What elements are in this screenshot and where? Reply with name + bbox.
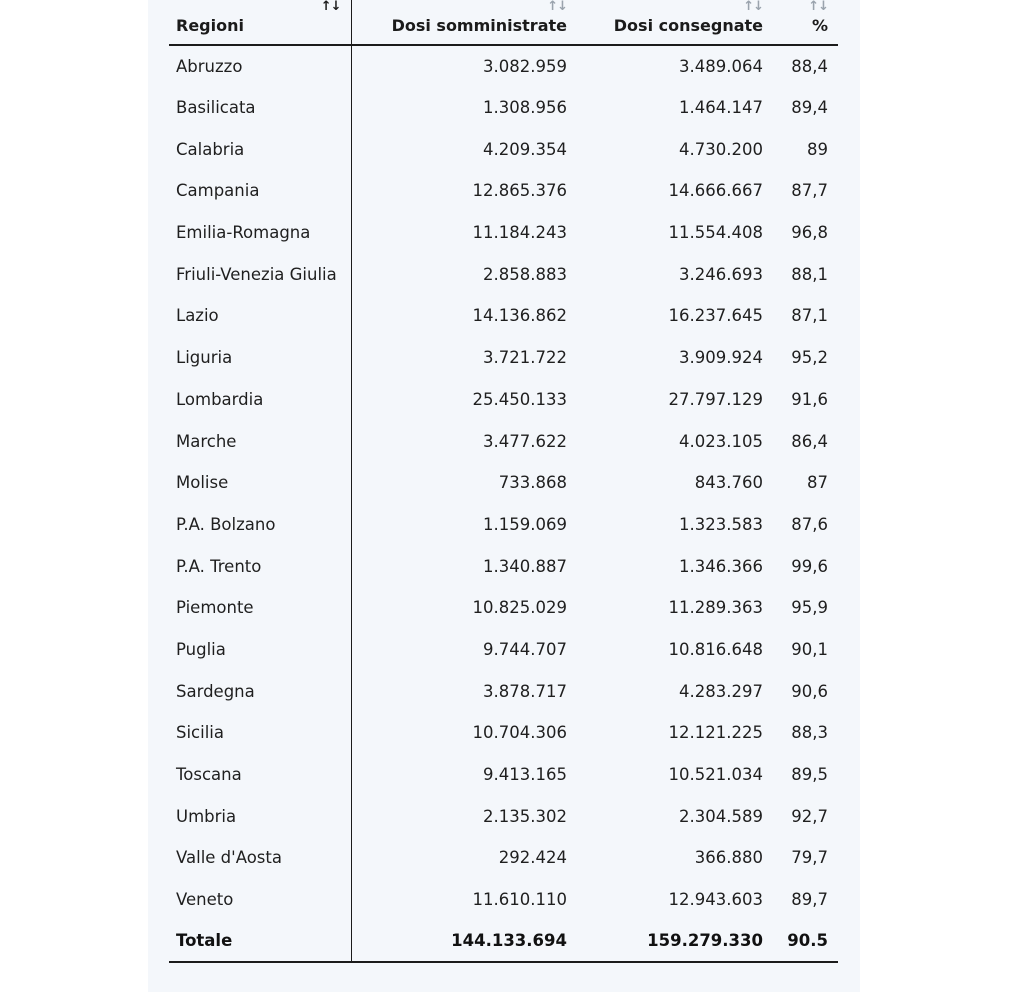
cell-dosi-somministrate: 25.450.133 [472,389,567,409]
table-row [169,629,838,671]
column-header-label: % [811,16,828,35]
cell-dosi-consegnate: 366.880 [694,848,763,868]
table-row [169,379,838,421]
cell-dosi-consegnate: 11.554.408 [668,223,763,243]
column-header-label: Dosi somministrate [391,16,567,35]
cell-dosi-consegnate: 1.323.583 [679,514,763,534]
cell-dosi-consegnate: 14.666.667 [668,181,763,201]
cell-dosi-consegnate: 3.909.924 [679,348,763,368]
cell-dosi-somministrate: 11.184.243 [472,223,567,243]
table-row [169,337,838,379]
cell-dosi-consegnate: 4.730.200 [679,139,763,159]
table-row [169,462,838,504]
cell-percent: 91,6 [791,389,828,409]
cell-percent: 79,7 [791,848,828,868]
cell-percent: 86,4 [791,431,828,451]
table-row [169,837,838,879]
cell-dosi-consegnate: 4.023.105 [679,431,763,451]
table-row [169,670,838,712]
cell-dosi-somministrate: 144.133.694 [351,920,577,962]
table-row [169,170,838,212]
vaccine-doses-table [169,0,838,963]
table-total-row [169,920,838,962]
column-header-dosi-somministrate[interactable] [351,0,577,45]
cell-percent: 87,7 [791,181,828,201]
cell-percent: 92,7 [791,806,828,826]
cell-region: Veneto [169,879,351,921]
cell-dosi-consegnate: 12.121.225 [668,723,763,743]
cell-region: Toscana [169,754,351,796]
table-row [169,795,838,837]
cell-dosi-somministrate: 4.209.354 [483,139,567,159]
table-row [169,754,838,796]
cell-region: Puglia [169,629,351,671]
table-header [169,0,838,45]
cell-dosi-consegnate: 159.279.330 [577,920,773,962]
cell-dosi-somministrate: 10.704.306 [472,723,567,743]
cell-percent: 88,1 [791,264,828,284]
cell-dosi-somministrate: 9.744.707 [483,639,567,659]
cell-dosi-consegnate: 11.289.363 [668,598,763,618]
cell-dosi-somministrate: 9.413.165 [483,765,567,785]
cell-dosi-somministrate: 3.082.959 [483,56,567,76]
sort-icon[interactable]: ↑↓ [743,0,763,14]
cell-region: Basilicata [169,87,351,129]
table-row [169,420,838,462]
table-row [169,212,838,254]
table-row [169,87,838,129]
cell-percent: 88,4 [791,56,828,76]
cell-region: Valle d'Aosta [169,837,351,879]
cell-region: Emilia-Romagna [169,212,351,254]
column-header-dosi-consegnate[interactable] [577,0,773,45]
table-row [169,504,838,546]
cell-dosi-somministrate: 14.136.862 [472,306,567,326]
cell-dosi-consegnate: 27.797.129 [668,389,763,409]
cell-dosi-somministrate: 2.858.883 [483,264,567,284]
column-header-regioni[interactable] [169,0,351,45]
cell-dosi-consegnate: 16.237.645 [668,306,763,326]
cell-percent: 87,1 [791,306,828,326]
cell-percent: 89,7 [791,890,828,910]
cell-percent: 96,8 [791,223,828,243]
sort-icon[interactable]: ↑↓ [320,0,341,14]
cell-dosi-consegnate: 2.304.589 [679,806,763,826]
cell-dosi-somministrate: 1.340.887 [483,556,567,576]
cell-dosi-consegnate: 4.283.297 [679,681,763,701]
cell-dosi-consegnate: 10.521.034 [668,765,763,785]
cell-dosi-somministrate: 292.424 [498,848,567,868]
cell-dosi-consegnate: 12.943.603 [668,890,763,910]
column-header-label: Dosi consegnate [613,16,763,35]
cell-dosi-somministrate: 3.721.722 [483,348,567,368]
table-row [169,253,838,295]
cell-region: Lombardia [169,379,351,421]
cell-region: Calabria [169,128,351,170]
cell-percent: 89 [807,139,828,159]
table-row [169,295,838,337]
cell-region: Marche [169,420,351,462]
cell-region: Molise [169,462,351,504]
cell-percent: 90,1 [791,639,828,659]
cell-dosi-somministrate: 733.868 [498,473,567,493]
cell-region: Friuli-Venezia Giulia [169,253,351,295]
cell-dosi-consegnate: 843.760 [694,473,763,493]
cell-percent: 95,2 [791,348,828,368]
cell-region: P.A. Trento [169,545,351,587]
cell-percent: 95,9 [791,598,828,618]
table-row [169,128,838,170]
cell-percent: 88,3 [791,723,828,743]
cell-region: Totale [169,920,351,962]
header-row [169,0,838,45]
cell-percent: 87,6 [791,514,828,534]
table-body [169,45,838,962]
cell-region: Lazio [169,295,351,337]
table-row [169,545,838,587]
table-row [169,879,838,921]
cell-region: Sicilia [169,712,351,754]
cell-region: Liguria [169,337,351,379]
cell-dosi-somministrate: 1.159.069 [483,514,567,534]
cell-percent: 99,6 [791,556,828,576]
cell-percent: 90,6 [791,681,828,701]
column-header-label: Regioni [176,16,244,35]
cell-region: Umbria [169,795,351,837]
cell-dosi-somministrate: 3.878.717 [483,681,567,701]
cell-dosi-consegnate: 3.246.693 [679,264,763,284]
cell-dosi-consegnate: 3.489.064 [679,56,763,76]
cell-dosi-consegnate: 1.464.147 [679,98,763,118]
cell-region: Abruzzo [169,45,351,87]
cell-dosi-somministrate: 3.477.622 [483,431,567,451]
cell-percent: 89,5 [791,765,828,785]
cell-dosi-consegnate: 10.816.648 [668,639,763,659]
cell-region: Piemonte [169,587,351,629]
cell-dosi-somministrate: 10.825.029 [472,598,567,618]
cell-dosi-consegnate: 1.346.366 [679,556,763,576]
cell-dosi-somministrate: 11.610.110 [472,890,567,910]
column-header-percent[interactable] [773,0,838,45]
cell-region: Sardegna [169,670,351,712]
table-row [169,712,838,754]
cell-percent: 87 [807,473,828,493]
cell-region: P.A. Bolzano [169,504,351,546]
sort-icon[interactable]: ↑↓ [808,0,828,14]
table-row [169,587,838,629]
table-row [169,45,838,87]
cell-percent: 90.5 [773,920,838,962]
cell-dosi-somministrate: 1.308.956 [483,98,567,118]
cell-dosi-somministrate: 2.135.302 [483,806,567,826]
sort-icon[interactable]: ↑↓ [547,0,567,14]
cell-percent: 89,4 [791,98,828,118]
cell-dosi-somministrate: 12.865.376 [472,181,567,201]
cell-region: Campania [169,170,351,212]
